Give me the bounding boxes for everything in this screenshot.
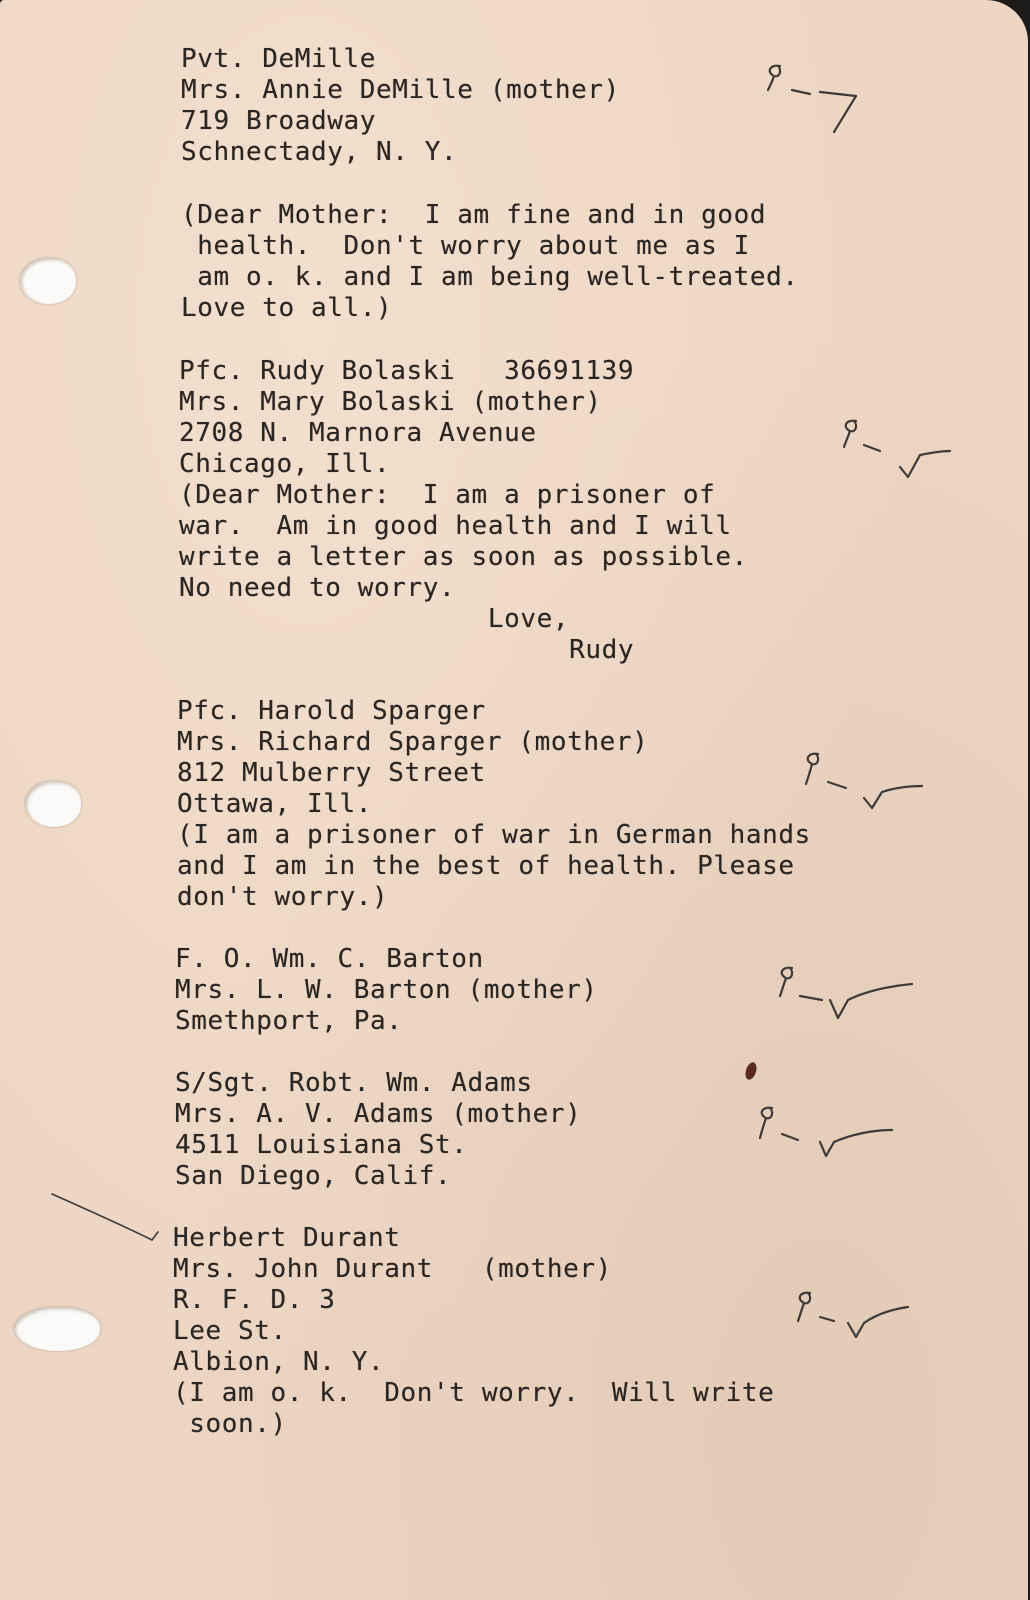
entry-4-line-3: Smethport, Pa. bbox=[175, 1006, 403, 1036]
entry-1-line-6: (Dear Mother: I am fine and in good bbox=[181, 200, 767, 230]
entry-5-line-4: San Diego, Calif. bbox=[175, 1161, 452, 1191]
entry-1-line-7: health. Don't worry about me as I bbox=[181, 231, 750, 261]
handwritten-mark-9-7 bbox=[760, 58, 870, 138]
entry-1-line-8: am o. k. and I am being well-treated. bbox=[181, 262, 799, 292]
entry-1-line-2: Mrs. Annie DeMille (mother) bbox=[181, 75, 620, 105]
entry-1-line-4: Schnectady, N. Y. bbox=[181, 137, 458, 167]
ink-speck bbox=[743, 1061, 758, 1081]
entry-1-line-1: Pvt. DeMille bbox=[181, 44, 377, 74]
entry-2-line-10: Rudy bbox=[179, 635, 635, 665]
entry-3-line-1: Pfc. Harold Sparger bbox=[177, 696, 486, 726]
entry-4-line-1: F. O. Wm. C. Barton bbox=[175, 944, 484, 974]
entry-6-line-1: Herbert Durant bbox=[173, 1223, 401, 1253]
entry-1-line-3: 719 Broadway bbox=[181, 106, 377, 136]
entry-2-line-6: war. Am in good health and I will bbox=[179, 511, 732, 541]
entry-2-line-2: Mrs. Mary Bolaski (mother) bbox=[179, 387, 602, 417]
entry-2-line-8: No need to worry. bbox=[179, 573, 456, 603]
entry-5-line-2: Mrs. A. V. Adams (mother) bbox=[175, 1099, 582, 1129]
entry-6-line-7: soon.) bbox=[173, 1409, 287, 1439]
entry-3-line-3: 812 Mulberry Street bbox=[177, 758, 486, 788]
entry-3-line-7: don't worry.) bbox=[177, 882, 389, 912]
entry-6-line-5: Albion, N. Y. bbox=[173, 1347, 385, 1377]
entry-5-line-1: S/Sgt. Robt. Wm. Adams bbox=[175, 1068, 533, 1098]
entry-6-line-2: Mrs. John Durant (mother) bbox=[173, 1254, 612, 1284]
entry-6-line-4: Lee St. bbox=[173, 1316, 287, 1346]
entry-5-line-3: 4511 Louisiana St. bbox=[175, 1130, 468, 1160]
entry-6-line-3: R. F. D. 3 bbox=[173, 1285, 336, 1315]
entry-3-line-2: Mrs. Richard Sparger (mother) bbox=[177, 727, 649, 757]
handwritten-mark-check bbox=[790, 1285, 920, 1355]
punch-hole bbox=[25, 781, 81, 827]
handwritten-mark-check bbox=[752, 1100, 902, 1170]
entry-1-line-9: Love to all.) bbox=[181, 293, 393, 323]
punch-hole bbox=[14, 1307, 100, 1351]
entry-2-line-7: write a letter as soon as possible. bbox=[179, 542, 748, 572]
entry-4-line-2: Mrs. L. W. Barton (mother) bbox=[175, 975, 598, 1005]
entry-3-line-6: and I am in the best of health. Please bbox=[177, 851, 795, 881]
entry-2-line-5: (Dear Mother: I am a prisoner of bbox=[179, 480, 716, 510]
entry-3-line-4: Ottawa, Ill. bbox=[177, 789, 373, 819]
entry-2-line-4: Chicago, Ill. bbox=[179, 449, 391, 479]
margin-check-stroke bbox=[48, 1188, 168, 1258]
entry-6-line-6: (I am o. k. Don't worry. Will write bbox=[173, 1378, 775, 1408]
entry-2-line-9: Love, bbox=[179, 604, 570, 634]
handwritten-mark-check bbox=[798, 748, 928, 818]
punch-hole bbox=[20, 258, 76, 304]
handwritten-mark-check bbox=[770, 960, 920, 1030]
entry-3-line-5: (I am a prisoner of war in German hands bbox=[177, 820, 811, 850]
handwritten-mark-check bbox=[838, 415, 958, 485]
entry-2-line-3: 2708 N. Marnora Avenue bbox=[179, 418, 537, 448]
entry-2-line-1: Pfc. Rudy Bolaski 36691139 bbox=[179, 356, 635, 386]
